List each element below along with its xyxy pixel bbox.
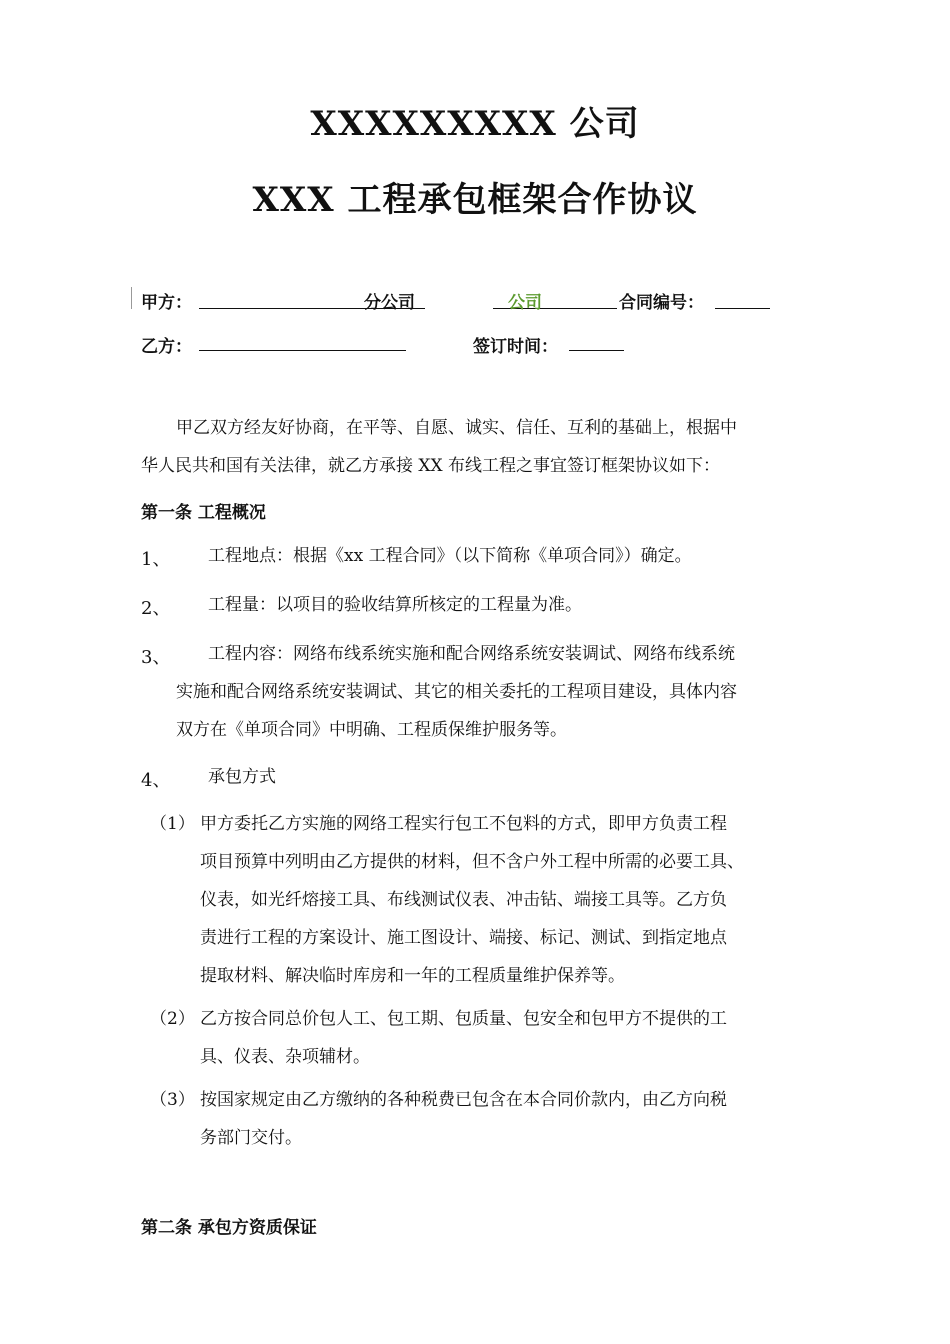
party-b-label: 乙方：	[141, 337, 192, 357]
subitem-2-line-2: 具、仪表、杂项辅材。	[200, 1047, 370, 1067]
contract-no-label: 合同编号：	[619, 293, 704, 313]
subitem-3-line-2: 务部门交付。	[200, 1128, 302, 1148]
subitem-1-line-3: 仪表，如光纤熔接工具、布线测试仪表、冲击钻、端接工具等。乙方负	[200, 890, 727, 910]
item-2-line-1: 工程量：以项目的验收结算所核定的工程量为准。	[208, 595, 582, 615]
contract-no-blank[interactable]	[715, 308, 770, 309]
intro-line-2: 华人民共和国有关法律，就乙方承接 XX 布线工程之事宜签订框架协议如下：	[141, 456, 721, 476]
sign-time-label: 签订时间：	[473, 337, 558, 357]
subitem-1-line-4: 责进行工程的方案设计、施工图设计、端接、标记、测试、到指定地点	[200, 928, 727, 948]
subitem-1-line-5: 提取材料、解决临时库房和一年的工程质量维护保养等。	[200, 966, 625, 986]
intro-line-1: 甲乙双方经友好协商，在平等、自愿、诚实、信任、互利的基础上，根据中	[176, 418, 737, 438]
article-1-heading: 第一条 工程概况	[141, 503, 266, 523]
party-a-label: 甲方：	[141, 293, 192, 313]
subitem-1-line-2: 项目预算中列明由乙方提供的材料，但不含户外工程中所需的必要工具、	[200, 852, 744, 872]
item-3-line-2: 实施和配合网络系统安装调试、其它的相关委托的工程项目建设，具体内容	[176, 682, 737, 702]
agreement-title: XXX 工程承包框架合作协议	[252, 180, 698, 220]
item-3-number: 3、	[141, 647, 171, 668]
subitem-1-number: （1）	[150, 814, 195, 834]
text-cursor	[131, 287, 132, 309]
item-1-line-1: 工程地点：根据《xx 工程合同》（以下简称《单项合同》）确定。	[208, 546, 692, 566]
party-a-branch: 分公司	[364, 293, 415, 313]
item-4-number: 4、	[141, 770, 171, 791]
subitem-1-line-1: 甲方委托乙方实施的网络工程实行包工不包料的方式，即甲方负责工程	[200, 814, 727, 834]
item-2-number: 2、	[141, 598, 171, 619]
subitem-2-line-1: 乙方按合同总价包人工、包工期、包质量、包安全和包甲方不提供的工	[200, 1009, 727, 1029]
sign-time-blank[interactable]	[569, 350, 624, 351]
company-title: XXXXXXXXX 公司	[310, 104, 640, 144]
subitem-2-number: （2）	[150, 1009, 195, 1029]
party-a-company: 公司	[508, 293, 542, 313]
subitem-3-number: （3）	[150, 1090, 195, 1110]
article-2-heading: 第二条 承包方资质保证	[141, 1218, 317, 1238]
item-1-number: 1、	[141, 549, 171, 570]
party-b-blank[interactable]	[199, 350, 406, 351]
item-3-line-1: 工程内容：网络布线系统实施和配合网络系统安装调试、网络布线系统	[208, 644, 735, 664]
subitem-3-line-1: 按国家规定由乙方缴纳的各种税费已包含在本合同价款内，由乙方向税	[200, 1090, 727, 1110]
item-3-line-3: 双方在《单项合同》中明确、工程质保维护服务等。	[176, 720, 567, 740]
item-4-line-1: 承包方式	[208, 767, 276, 787]
